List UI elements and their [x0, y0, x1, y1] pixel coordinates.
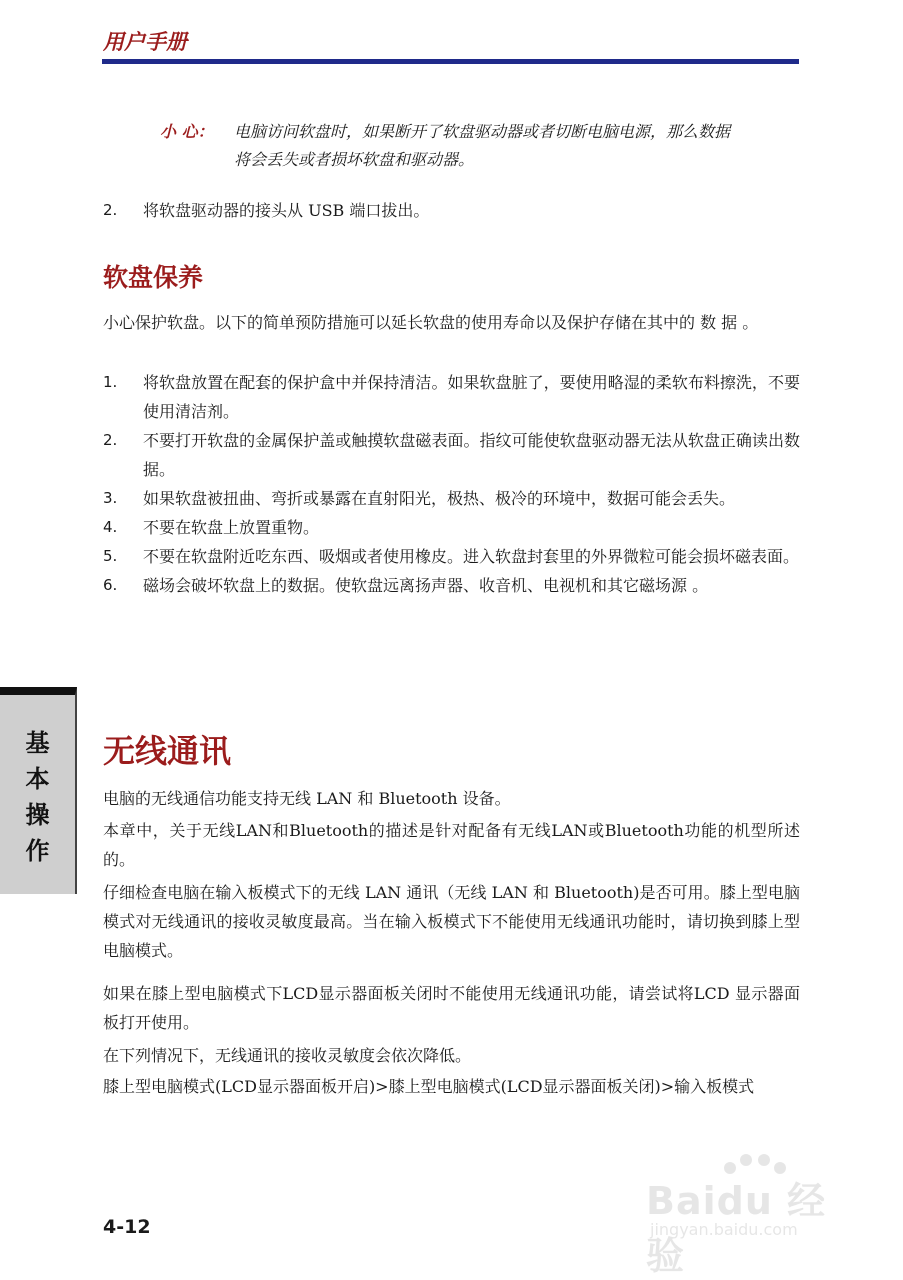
- list-item: [103, 484, 800, 513]
- list-item-number: 6.: [103, 576, 118, 594]
- list-item-number: 4.: [103, 518, 118, 536]
- chapter-side-tab: [0, 687, 77, 894]
- side-tab-char: 基: [25, 729, 50, 757]
- watermark-url: jingyan.baidu.com: [650, 1220, 798, 1239]
- wireless-paragraph: 如果在膝上型电脑模式下LCD显示器面板关闭时不能使用无线通讯功能，请尝试将LCD 显示器面板打开使用。: [103, 984, 800, 1032]
- list-item-text: 不要在软盘附近吃东西、吸烟或者使用橡皮。进入软盘封套里的外界微粒可能会损坏磁表面。: [143, 547, 800, 566]
- wireless-paragraph: 电脑的无线通信功能支持无线 LAN 和 Bluetooth 设备。: [103, 789, 511, 808]
- step-list: [103, 196, 800, 225]
- side-tab-char: 作: [25, 837, 50, 865]
- watermark: [640, 1150, 860, 1278]
- list-item-text: 不要打开软盘的金属保护盖或触摸软盘磁表面。指纹可能使软盘驱动器无法从软盘正确读出数据。: [143, 431, 800, 479]
- list-item: [103, 571, 800, 600]
- side-tab-char: 操: [25, 801, 50, 829]
- section-heading-floppy-care: 软盘保养: [103, 263, 204, 292]
- section-heading-wireless: 无线通讯: [103, 732, 232, 770]
- list-item: [103, 368, 800, 426]
- header-title: 用户手册: [103, 30, 187, 54]
- list-item: [103, 196, 800, 225]
- wireless-paragraph: 本章中，关于无线LAN和Bluetooth的描述是针对配备有无线LAN或Bluetooth功能的机型所述的。: [103, 821, 800, 869]
- list-item: [103, 513, 800, 542]
- list-item-number: 3.: [103, 489, 118, 507]
- list-item-number: 2.: [103, 431, 118, 449]
- list-item-number: 1.: [103, 373, 118, 391]
- wireless-paragraph: 在下列情况下，无线通讯的接收灵敏度会依次降低。: [103, 1046, 472, 1065]
- list-item-text: 磁场会破坏软盘上的数据。使软盘远离扬声器、收音机、电视机和其它磁场源 。: [143, 576, 709, 595]
- list-item-text: 如果软盘被扭曲、弯折或暴露在直射阳光，极热、极冷的环境中，数据可能会丢失。: [143, 489, 736, 508]
- list-item-text: 不要在软盘上放置重物。: [143, 518, 320, 537]
- floppy-care-list: [103, 368, 800, 600]
- header-rule: [102, 59, 799, 64]
- list-item: [103, 426, 800, 484]
- page-number: 4-12: [103, 1216, 151, 1238]
- list-item: [103, 542, 800, 571]
- list-item-text: 将软盘放置在配套的保护盒中并保持清洁。如果软盘脏了，要使用略湿的柔软布料擦洗，不要使用清洁剂。: [143, 373, 800, 421]
- side-tab-char: 本: [25, 765, 50, 793]
- wireless-paragraph: 仔细检查电脑在输入板模式下的无线 LAN 通讯（无线 LAN 和 Bluetooth)是否可用。膝上型电脑模式对无线通讯的接收灵敏度最高。当在输入板模式下不能使用无线通讯功能时，请切换到膝上型电脑模式。: [103, 883, 800, 960]
- caution-text: 电脑访问软盘时，如果断开了软盘驱动器或者切断电脑电源，那么数据将会丢失或者损坏软盘和驱动器。: [234, 122, 731, 169]
- list-item-number: 2.: [103, 201, 118, 219]
- floppy-care-intro: 小心保护软盘。以下的简单预防措施可以延长软盘的使用寿命以及保护存储在其中的 数 据 。: [103, 313, 759, 332]
- wireless-paragraph: 膝上型电脑模式(LCD显示器面板开启)>膝上型电脑模式(LCD显示器面板关闭)>输入板模式: [103, 1077, 755, 1096]
- watermark-brand: Baidu 经验: [646, 1179, 827, 1278]
- list-item-text: 将软盘驱动器的接头从 USB 端口拔出。: [143, 201, 430, 220]
- caution-label: 小 心：: [160, 122, 214, 141]
- list-item-number: 5.: [103, 547, 118, 565]
